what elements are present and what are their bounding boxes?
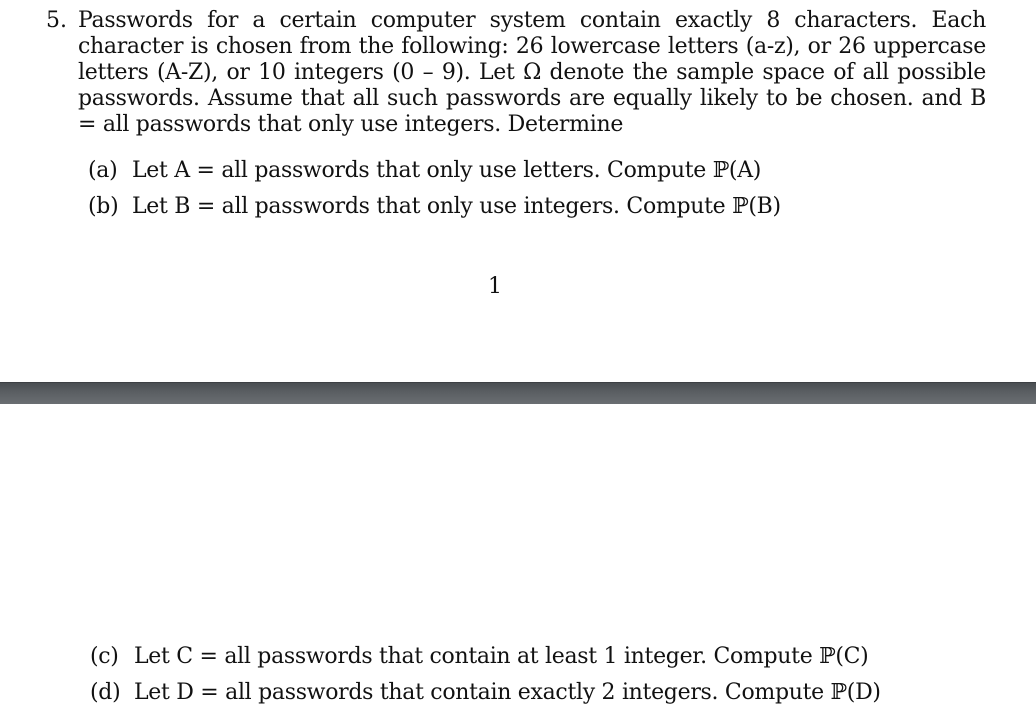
page-2 [0,404,1036,716]
page-number: 1 [488,274,502,299]
part-c-text: Let C = all passwords that contain at least 1 integer. Compute ℙ(C) [134,644,869,669]
part-b-label: (b) [88,194,119,219]
page-separator [0,382,1036,404]
part-b [88,194,781,220]
part-d [90,680,881,706]
part-a [88,158,761,184]
part-c-label: (c) [90,644,119,669]
problem-statement: Passwords for a certain computer system contain exactly 8 characters. Each character is chosen from the following: 26 lowercase letters (a-z), or 26 uppercase letters (A-Z), or 10 integers (0 – 9). Let Ω denote the sample space of all possible passwords. Assume that all such passwords are equally likely to be chosen. and B = all passwords that only use integers. Determine [78,8,986,137]
part-b-text: Let B = all passwords that only use integers. Compute ℙ(B) [132,194,781,219]
part-a-text: Let A = all passwords that only use letters. Compute ℙ(A) [132,158,762,183]
part-a-label: (a) [88,158,118,183]
part-d-text: Let D = all passwords that contain exactly 2 integers. Compute ℙ(D) [134,680,881,705]
problem-number: 5. [46,8,67,33]
problem-5 [46,8,986,138]
part-c [90,644,868,670]
part-d-label: (d) [90,680,121,705]
